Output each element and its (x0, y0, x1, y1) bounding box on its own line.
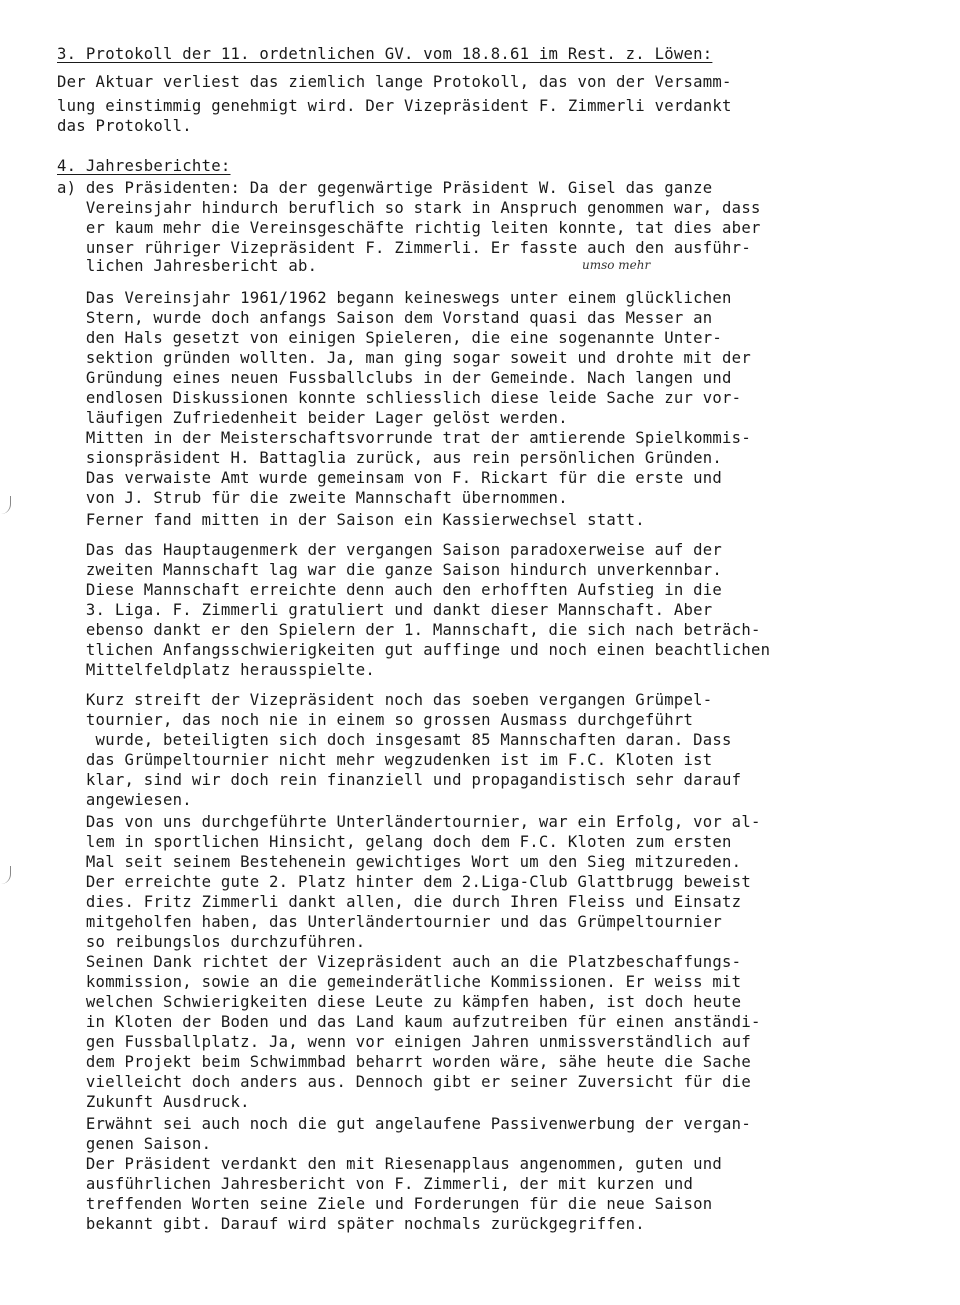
text-line: Das Vereinsjahr 1961/1962 begann keineswegs unter einem glücklichen (57, 289, 732, 307)
text-line: ausführlichen Jahresbericht von F. Zimmerli, der mit kurzen und (57, 1175, 694, 1193)
text-line: Erwähnt sei auch noch die gut angelaufene Passivenwerbung der vergan- (57, 1115, 751, 1133)
text-line: läufigen Zufriedenheit beider Lager gelöst werden. (57, 409, 568, 427)
section-heading-protokoll: 3. Protokoll der 11. ordetnlichen GV. vom 18.8.61 im Rest. z. Löwen: (57, 45, 713, 63)
text-line: in Kloten der Boden und das Land kaum aufzutreiben für einen anständi- (57, 1013, 761, 1031)
text-line: dies. Fritz Zimmerli dankt allen, die durch Ihren Fleiss und Einsatz (57, 893, 742, 911)
text-line: Zukunft Ausdruck. (57, 1093, 250, 1111)
text-line: angewiesen. (57, 791, 192, 809)
text-line: bekannt gibt. Darauf wird später nochmals zurückgegriffen. (57, 1215, 645, 1233)
text-line: vielleicht doch anders aus. Dennoch gibt er seiner Zuversicht für die (57, 1073, 751, 1091)
section-heading-jahresberichte: 4. Jahresberichte: (57, 157, 231, 175)
text-line: Mal seit seinem Bestehenein gewichtiges Wort um den Sieg mitzureden. (57, 853, 742, 871)
handwritten-note: umso mehr (582, 258, 651, 272)
text-line: lem in sportlichen Hinsicht, gelang doch dem F.C. Kloten zum ersten (57, 833, 732, 851)
text-line: Ferner fand mitten in der Saison ein Kassierwechsel statt. (57, 511, 645, 529)
text-line: unser rühriger Vizepräsident F. Zimmerli. Er fasste auch den ausführ- (57, 239, 751, 257)
text-line: Der Präsident verdankt den mit Riesenapplaus angenommen, guten und (57, 1155, 723, 1173)
text-line: das Protokoll. (57, 117, 192, 135)
text-line: Das von uns durchgeführte Unterländertournier, war ein Erfolg, vor al- (57, 813, 761, 831)
text-line: welchen Schwierigkeiten diese Leute zu kämpfen haben, ist doch heute (57, 993, 742, 1011)
text-line: Der erreichte gute 2. Platz hinter dem 2.Liga-Club Glattbrugg beweist (57, 873, 751, 891)
text-line: so reibungslos durchzuführen. (57, 933, 366, 951)
text-line: er kaum mehr die Vereinsgeschäfte richtig leiten konnte, tat dies aber (57, 219, 761, 237)
text-line: Vereinsjahr hindurch beruflich so stark in Anspruch genommen war, dass (57, 199, 761, 217)
text-line: mitgeholfen haben, das Unterländertournier und das Grümpeltournier (57, 913, 723, 931)
text-line: gen Fussballplatz. Ja, wenn vor einigen Jahren unmissverständlich auf (57, 1033, 751, 1051)
text-line: a) des Präsidenten: Da der gegenwärtige Präsident W. Gisel das ganze (57, 179, 713, 197)
punch-hole-mark (0, 866, 11, 884)
text-line: ebenso dankt er den Spielern der 1. Mannschaft, die sich nach beträch- (57, 621, 761, 639)
text-line: Kurz streift der Vizepräsident noch das soeben vergangen Grümpel- (57, 691, 713, 709)
text-line: treffenden Worten seine Ziele und Forderungen für die neue Saison (57, 1195, 713, 1213)
punch-hole-mark (0, 496, 11, 514)
text-line: Stern, wurde doch anfangs Saison dem Vorstand quasi das Messer an (57, 309, 713, 327)
text-line: Das das Hauptaugenmerk der vergangen Saison paradoxerweise auf der (57, 541, 723, 559)
text-line: sektion gründen wollten. Ja, man ging sogar soweit und drohte mit der (57, 349, 751, 367)
text-line: Gründung eines neuen Fussballclubs in der Gemeinde. Nach langen und (57, 369, 732, 387)
text-line: zweiten Mannschaft lag war die ganze Saison hindurch unverkennbar. (57, 561, 723, 579)
text-line: endlosen Diskussionen konnte schliesslich diese leide Sache zur vor- (57, 389, 742, 407)
text-line: das Grümpeltournier nicht mehr wegzudenken ist im F.C. Kloten ist (57, 751, 713, 769)
text-line: sionspräsident H. Battaglia zurück, aus rein persönlichen Gründen. (57, 449, 723, 467)
text-line: Das verwaiste Amt wurde gemeinsam von F. Rickart für die erste und (57, 469, 723, 487)
text-line: Mitten in der Meisterschaftsvorrunde trat der amtierende Spielkommis- (57, 429, 751, 447)
text-line: lung einstimmig genehmigt wird. Der Vizepräsident F. Zimmerli verdankt (57, 97, 732, 115)
text-line: dem Projekt beim Schwimmbad beharrt worden wäre, sähe heute die Sache (57, 1053, 751, 1071)
text-line: lichen Jahresbericht ab. (57, 257, 318, 275)
text-line: klar, sind wir doch rein finanziell und propagandistisch sehr darauf (57, 771, 742, 789)
text-line: tournier, das noch nie in einem so grossen Ausmass durchgeführt (57, 711, 694, 729)
text-line: von J. Strub für die zweite Mannschaft übernommen. (57, 489, 568, 507)
text-line: Seinen Dank richtet der Vizepräsident auch an die Platzbeschaffungs- (57, 953, 742, 971)
text-line: Diese Mannschaft erreichte denn auch den erhofften Aufstieg in die (57, 581, 723, 599)
text-line: Mittelfeldplatz herausspielte. (57, 661, 376, 679)
text-line: wurde, beteiligten sich doch insgesamt 85 Mannschaften daran. Dass (57, 731, 732, 749)
text-line: 3. Liga. F. Zimmerli gratuliert und dankt dieser Mannschaft. Aber (57, 601, 713, 619)
text-line: den Hals gesetzt von einigen Spieleren, die eine sogenannte Unter- (57, 329, 723, 347)
text-line: tlichen Anfangsschwierigkeiten gut auffinge und noch einen beachtlichen (57, 641, 771, 659)
text-line: kommission, sowie an die gemeinderätliche Kommissionen. Er weiss mit (57, 973, 742, 991)
text-line: Der Aktuar verliest das ziemlich lange Protokoll, das von der Versamm- (57, 73, 732, 91)
text-line: genen Saison. (57, 1135, 212, 1153)
